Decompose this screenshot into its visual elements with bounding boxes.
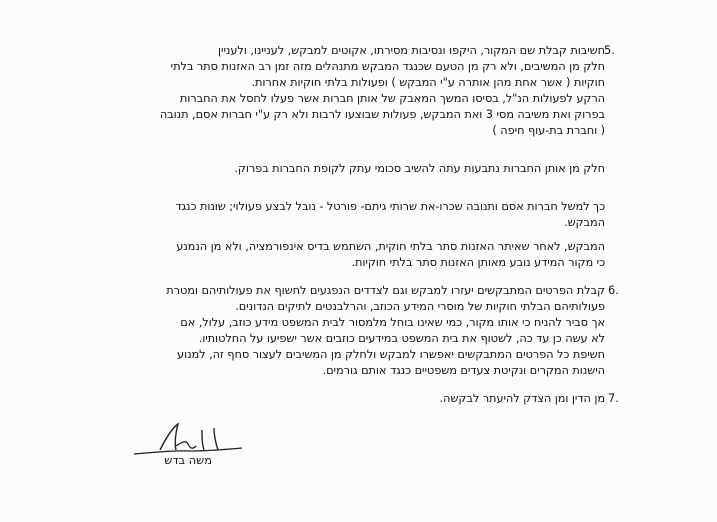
item-number: 7. <box>608 391 619 405</box>
item-5-line-2: חלק מן המשיבים, ולא רק מן הטעם שכנגד המבקש מתנהלים מזה זמן רב האזנות סתר בלתי <box>170 59 605 73</box>
item-number: 6. <box>608 283 619 297</box>
item-5-line-3: חוקיות ( אשר אחת מהן אותרה ע"י המבקש ) ופעולות בלתי חוקיות אחרות. <box>251 75 605 89</box>
item-6-line-4: לא עשה כן עד כה, לשטוף את בית המשפט במידעים כוזבים אשר ישפיעו על החלטותיו. <box>198 331 605 345</box>
item-6-line-3: אך סביר להניח כי אותו מקור, כמי שאינו בוחל מלמסור לבית המשפט מידע כוזב, עלול, אם <box>180 315 605 329</box>
item-5-line-6: ( וחברת בת-עוף חיפה ) <box>492 123 605 137</box>
item-number: 5. <box>604 43 615 57</box>
paragraph-line: המבקש, לאחר שאיתר האזנות סתר בלתי חוקית, השתמש בדיס אינפורמציה, ולא מן הנמנע <box>176 239 605 253</box>
item-6-line-2: פעולותיהם הבלתי חוקיות של מוסרי המידע הכוזב, והרלבנטים לתיקים הנדונים. <box>235 299 605 313</box>
paragraph-line: חלק מן אותן החברות נתבעות עתה להשיב סכומי עתק לקופת החברות בפרוק. <box>234 161 605 175</box>
item-6-line-5: חשיפת כל הפרטים המתבקשים יאפשרו למבקש ולחלק מן המשיבים לעצור סחף זה, למנוע <box>177 347 605 361</box>
paragraph-line: כי מקור המידע נובע מאותן האזנות סתר בלתי חוקיות. <box>351 255 605 269</box>
paragraph-line: המבקש. <box>564 215 605 229</box>
paragraph-line: כך למשל חברות אסם ותנובה שכרו-את שרותי גיתם- פורטל - נובל לבצע פעולוי; שונות כנגד <box>175 199 605 213</box>
item-5-line-4: הרקע לפעולות הנ"ל, בסיסו המשך המאבק של אותן חברות אשר פעלו לחסל את החברות <box>179 91 605 105</box>
item-6-line-1: קבלת הפרטים המתבקשים יעזרו למבקש וגם לצדדים הנפגעים לחשוף את פעולותיהם ומטרת <box>166 283 605 297</box>
item-5-line-5: בפרוק ואת משיבה מסי 3 ואת המבקש, פעולות שבוצעו לרבות ולא רק ע"י חברות אסם, תנובה <box>159 107 605 121</box>
item-5-line-1: חשיבות קבלת שם המקור, היקפו ונסיבות מסירתו, אקוטים למבקש, לעניינו, ולעניין <box>218 43 605 57</box>
item-6-line-6: הישנות המקרים ונקיטת צעדים משפטיים כנגד אותם גורמים. <box>322 363 605 377</box>
item-7-line-1: מן הדין ומן הצדק להיעתר לבקשה. <box>439 391 605 405</box>
signatory-name: משה בדש <box>164 453 212 467</box>
